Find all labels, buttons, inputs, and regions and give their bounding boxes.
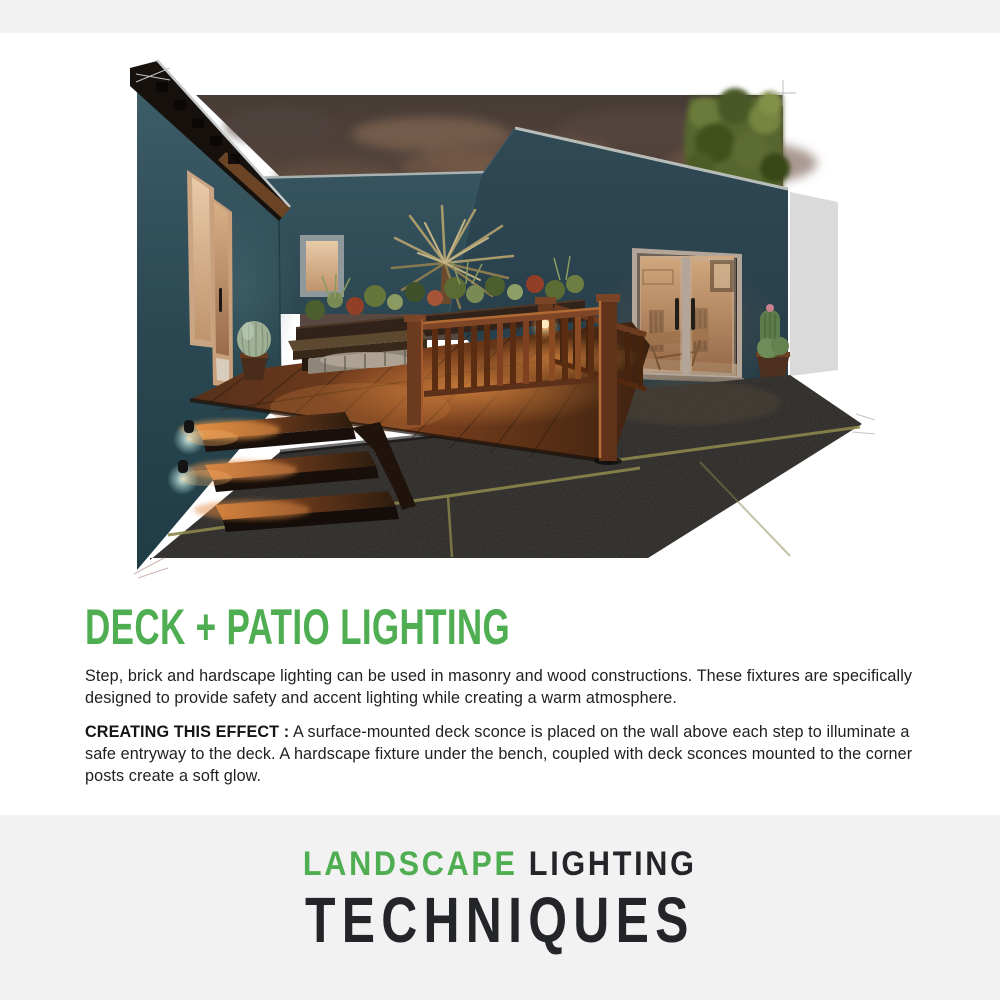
brand-line (0, 846, 1000, 882)
brand-title-text: TECHNIQUES (305, 884, 695, 956)
lit-window (300, 235, 344, 297)
page-title: DECK + PATIO LIGHTING (85, 599, 511, 655)
article (85, 599, 941, 799)
deck-patio-illustration (130, 58, 875, 583)
brand-word-lighting: LIGHTING (529, 845, 697, 883)
brand-title (0, 884, 1000, 956)
door-handle-right (691, 298, 695, 330)
illustration-canvas (130, 58, 875, 583)
door-handle (219, 288, 222, 312)
brand-word-landscape: LANDSCAPE (303, 845, 518, 883)
door-handle-left (675, 298, 679, 330)
backdrop-panel (790, 192, 838, 376)
railing-left-post (404, 315, 426, 425)
intro-paragraph: Step, brick and hardscape lighting can be used in masonry and wood constructions. These fixtures are specifically designed to provide safety and accent lighting while creating a warm atmosphere. (85, 666, 913, 707)
effect-label: CREATING THIS EFFECT : (85, 722, 290, 741)
top-band (0, 0, 1000, 33)
effect-text: A surface-mounted deck sconce is placed on the wall above each step to illuminate a safe entryway to the deck. A hardscape fixture under the bench, coupled with deck sconces mounted to the corner posts create a soft glow. (85, 722, 913, 785)
french-doors (630, 248, 744, 383)
effect-paragraph (85, 721, 941, 787)
footer-band (0, 815, 1000, 1000)
